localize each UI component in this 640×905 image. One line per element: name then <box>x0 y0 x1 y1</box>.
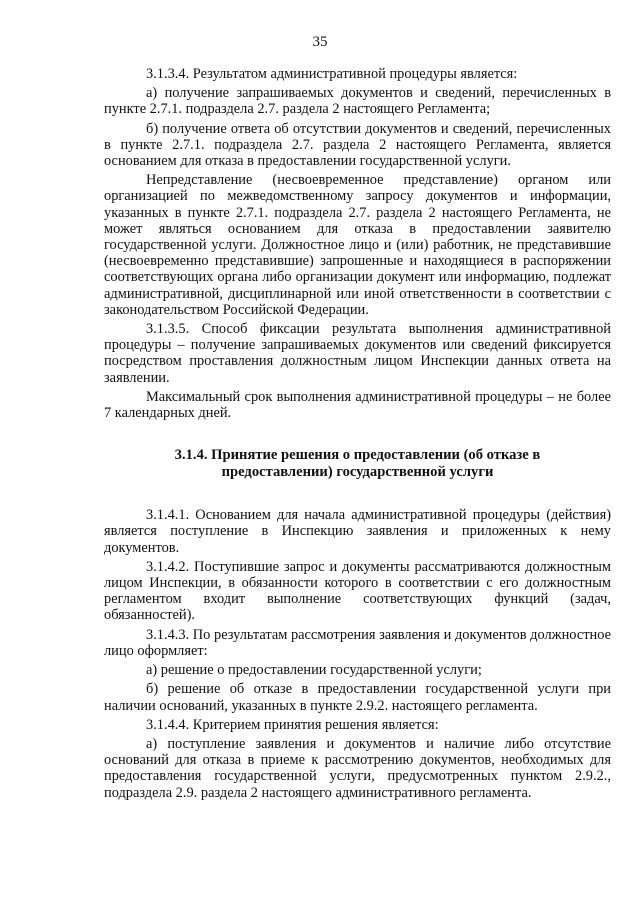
paragraph-3-1-3-4-a: а) получение запрашиваемых документов и сведений, перечисленных в пункте 2.7.1. подраздела 2.7. раздела 2 настоящего Регламента; <box>104 85 611 118</box>
paragraph-3-1-4-2: 3.1.4.2. Поступившие запрос и документы рассматриваются должностным лицом Инспекции, в обязанности которого в соответствии с его должностным регламентом входит выполнение соответствующих функций (задач, обязанностей). <box>104 558 611 624</box>
paragraph-3-1-3-4-b: б) получение ответа об отсутствии документов и сведений, перечисленных в пункте 2.7.1. подраздела 2.7. раздела 2 настоящего Регламента, является основанием для отказа в предоставлении государственной услуги. <box>104 120 611 170</box>
paragraph-3-1-3-4: 3.1.3.4. Результатом административной процедуры является: <box>146 66 518 82</box>
paragraph-3-1-4-3: 3.1.4.3. По результатам рассмотрения заявления и документов должностное лицо оформляет: <box>104 626 611 659</box>
document-body <box>104 66 611 801</box>
paragraph-non-submission: Непредставление (несвоевременное представление) органом или организацией по межведомственному запросу документов и информации, указанных в пункте 2.7.1. подраздела 2.7. раздела 2 настоящего Регламента, не может являться основанием для отказа в предоставлении заявителю государственной услуги. Должностное лицо и (или) работник, не представившие (несвоевременно представившие) запрошенные и находящиеся в распоряжении соответствующих органа либо организации документ или информацию, подлежат административной, дисциплинарной или иной ответственности в соответствии с законодательством Российской Федерации. <box>104 172 611 318</box>
paragraph-3-1-4-4-a: а) поступление заявления и документов и наличие либо отсутствие оснований для отказа в приеме к рассмотрению документов, необходимых для предоставления государственной услуги, предусмотренных пунктом 2.9.2., подраздела 2.9. раздела 2 настоящего административного регламента. <box>104 735 611 801</box>
paragraph-3-1-3-5: 3.1.3.5. Способ фиксации результата выполнения административной процедуры – получение запрашиваемых документов или сведений фиксируется посредством проставления должностным лицом Инспекции данных ответа на заявлении. <box>104 321 611 386</box>
paragraph-3-1-4-1: 3.1.4.1. Основанием для начала административной процедуры (действия) является поступление в Инспекцию заявления и приложенных к нему документов. <box>104 507 611 556</box>
page-number: 35 <box>312 34 328 50</box>
paragraph-3-1-4-3-b: б) решение об отказе в предоставлении государственной услуги при наличии оснований, указанных в пункте 2.9.2. настоящего регламента. <box>104 681 611 714</box>
paragraph-3-1-4-4: 3.1.4.4. Критерием принятия решения является: <box>146 716 439 733</box>
paragraph-3-1-4-3-a: а) решение о предоставлении государственной услуги; <box>146 662 482 679</box>
section-heading-3-1-4: 3.1.4. Принятие решения о предоставлении (об отказе в предоставлении) государственной услуги <box>174 447 541 481</box>
paragraph-max-duration: Максимальный срок выполнения административной процедуры – не более 7 календарных дней. <box>104 388 611 422</box>
